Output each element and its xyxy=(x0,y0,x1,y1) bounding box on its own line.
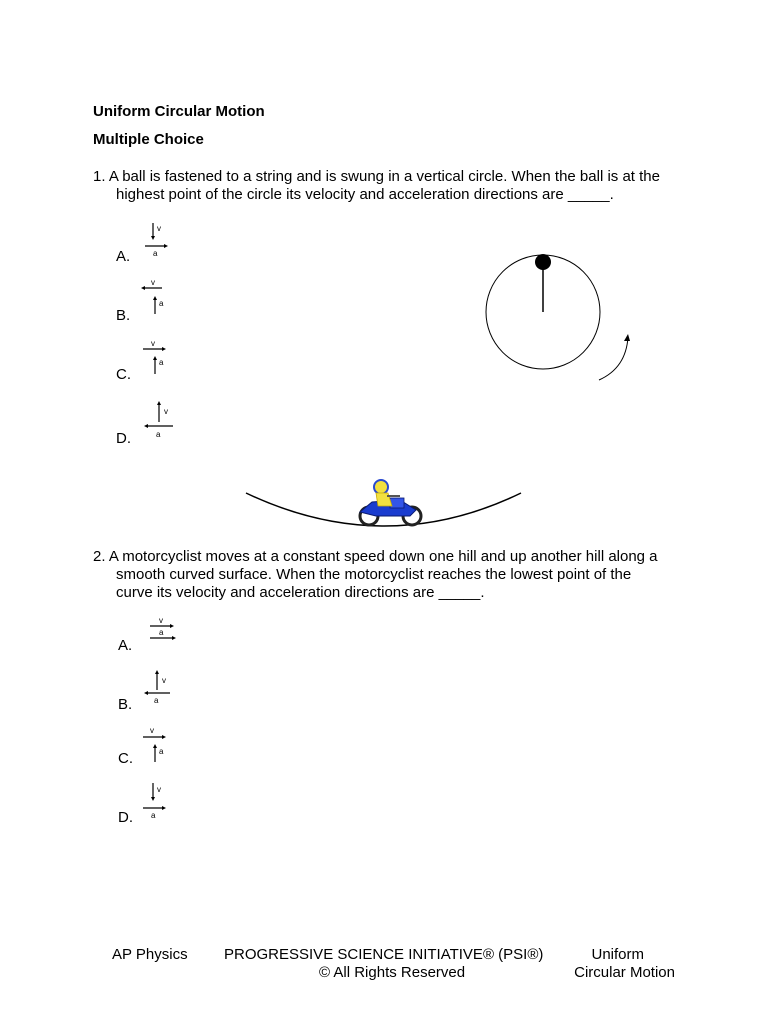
q1-option-c-vector-diagram xyxy=(140,337,174,384)
q1-option-a-vector-diagram xyxy=(140,220,174,267)
footer-topic-line-2: Circular Motion xyxy=(574,964,675,981)
q1-a-a-label: a xyxy=(153,249,158,258)
q2-d-a-label: a xyxy=(151,811,156,820)
motorcycle-rider-icon xyxy=(360,480,421,525)
section-subtitle: Multiple Choice xyxy=(93,131,204,148)
q1-c-v-label: v xyxy=(151,339,155,348)
question-2-line-1: A motorcyclist moves at a constant speed down one hill and up another hill along a xyxy=(108,548,658,565)
q1-option-a[interactable] xyxy=(116,248,130,265)
question-2-number: 2. xyxy=(93,548,106,565)
footer-publisher-name: PROGRESSIVE SCIENCE INITIATIVE® (PSI®) xyxy=(224,946,544,963)
q2-a-v-label: v xyxy=(159,616,163,625)
footer-publisher xyxy=(224,946,558,982)
footer-copyright: © All Rights Reserved xyxy=(319,964,466,981)
question-2-line-2: smooth curved surface. When the motorcyclist reaches the lowest point of the xyxy=(116,566,632,583)
motorcycle-valley-diagram xyxy=(240,474,530,541)
q2-option-d[interactable] xyxy=(118,809,133,826)
q2-option-a-label: A. xyxy=(118,637,133,654)
question-2-line-3: curve its velocity and acceleration directions are _____. xyxy=(116,584,485,601)
q1-option-b-label: B. xyxy=(116,307,131,324)
rotation-direction-arrow-icon xyxy=(624,334,630,341)
q2-option-b[interactable] xyxy=(118,696,132,713)
q2-option-a-vector-diagram xyxy=(146,614,180,651)
q1-option-c-label: C. xyxy=(116,366,131,383)
q1-option-b-vector-diagram xyxy=(140,276,174,325)
q1-d-v-label: v xyxy=(164,407,168,416)
q1-option-c[interactable] xyxy=(116,366,131,383)
footer-topic-line-1: Uniform xyxy=(591,946,644,963)
q2-option-b-vector-diagram xyxy=(140,666,176,715)
question-1 xyxy=(93,168,675,204)
q1-option-d[interactable] xyxy=(116,430,131,447)
q2-option-c-vector-diagram xyxy=(140,724,174,771)
q1-c-a-label: a xyxy=(159,358,164,367)
q2-c-a-label: a xyxy=(159,747,164,756)
q1-option-d-label: D. xyxy=(116,430,131,447)
q2-d-v-label: v xyxy=(157,785,161,794)
q1-a-v-label: v xyxy=(157,224,161,233)
q2-b-a-label: a xyxy=(154,696,159,705)
q2-b-v-label: v xyxy=(162,676,166,685)
q2-option-b-label: B. xyxy=(118,696,133,713)
q1-option-a-label: A. xyxy=(116,248,131,265)
question-1-number: 1. xyxy=(93,168,106,185)
q1-option-d-vector-diagram xyxy=(140,398,176,447)
question-2 xyxy=(93,548,675,602)
question-1-line-2: highest point of the circle its velocity and acceleration directions are _____. xyxy=(116,186,614,203)
q2-option-c-label: C. xyxy=(118,750,133,767)
q1-b-a-label: a xyxy=(159,299,164,308)
q1-b-v-label: v xyxy=(151,278,155,287)
footer-course: AP Physics xyxy=(112,946,188,963)
footer-topic xyxy=(560,946,675,982)
q1-d-a-label: a xyxy=(156,430,161,439)
page-title: Uniform Circular Motion xyxy=(93,103,265,120)
q2-option-a[interactable] xyxy=(118,637,132,654)
q2-option-c[interactable] xyxy=(118,750,133,767)
question-1-line-1: A ball is fastened to a string and is swung in a vertical circle. When the ball is at the xyxy=(108,168,660,185)
q1-option-b[interactable] xyxy=(116,307,130,324)
q2-c-v-label: v xyxy=(150,726,154,735)
ball-icon xyxy=(535,254,551,270)
q2-a-a-label: a xyxy=(159,628,164,637)
vertical-circle-diagram xyxy=(480,250,640,390)
q2-option-d-label: D. xyxy=(118,809,133,826)
q2-option-d-vector-diagram xyxy=(140,780,174,827)
